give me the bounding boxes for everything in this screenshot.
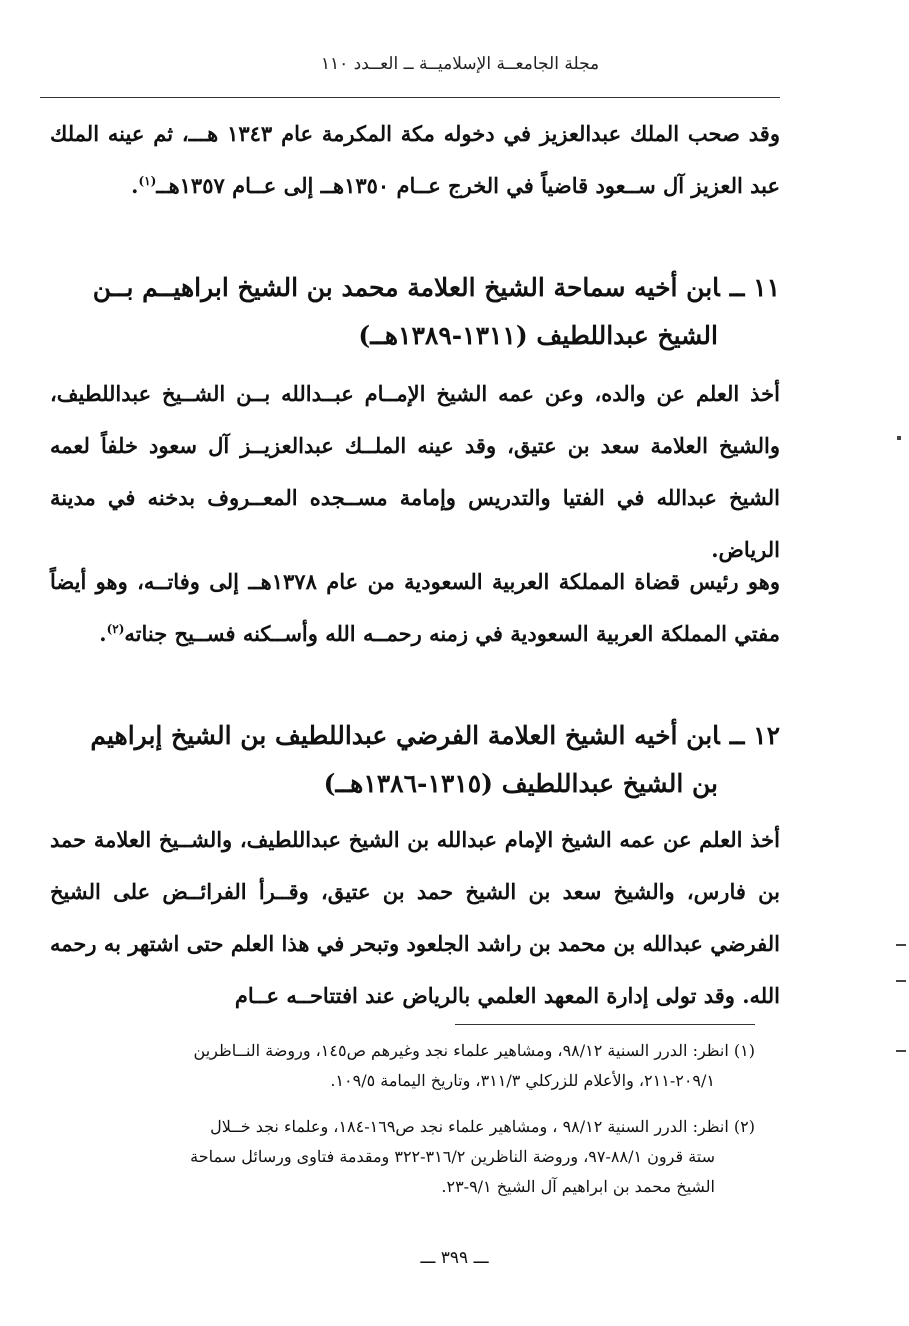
paragraph-1-end: . [131,173,139,198]
footnote-ref-2: (٢) [106,622,125,636]
heading-11-number: ١١ ــ [729,273,780,302]
heading-11-line2: الشيخ عبداللطيف (١٣١١-١٣٨٩هــ) [358,321,718,350]
paragraph-3-text: وهو رئيس قضاة المملكة العربية السعودية من عام ١٣٧٨هــ إلى وفاتــه، وهو أيضاً مفتي المملكة العربية السعودية في زمنه رحمــه الله وأســكنه فســيح جناته [50,569,780,646]
margin-mark [896,1050,906,1052]
paragraph-3-end: . [99,621,107,646]
footnote-ref-1: (١) [138,174,157,188]
paragraph-3 [50,556,780,660]
heading-12-number: ١٢ ــ [729,721,780,750]
footnote-2-line3: الشيخ محمد بن ابراهيم آل الشيخ ٩/١-٢٣. [441,1177,715,1196]
footnote-1-line2: ٢٠٩/١-٢١١، والأعلام للزركلي ٣١١/٣، وتاريخ اليمامة ١٠٩/٥. [330,1071,715,1090]
footnote-1 [40,1036,755,1096]
footnote-2 [40,1112,755,1202]
footnote-2-line2: ستة قرون ٨٨/١-٩٧، وروضة الناظرين ٣١٦/٢-٣٢٢ ومقدمة فتاوى ورسائل سماحة [190,1147,715,1166]
heading-12 [50,712,780,808]
paragraph-2: أخذ العلم عن والده، وعن عمه الشيخ الإمــام عبــدالله بــن الشــيخ عبداللطيف، والشيخ العلامة سعد بن عتيق، وقد عينه الملــك عبدالعزيــز آل سعود خلفاً لعمه الشيخ عبدالله في الفتيا والتدريس وإمامة مســجده المعــروف بدخنه في مدينة الرياض. [50,381,780,562]
paragraph-1 [50,108,780,212]
footnote-1-line1: (١) انظر: الدرر السنية ٩٨/١٢، ومشاهير علماء نجد وغيرهم ص١٤٥، وروضة النــاظرين [193,1041,755,1060]
heading-12-line2: بن الشيخ عبداللطيف (١٣١٥-١٣٨٦هــ) [323,769,718,798]
paragraph-4: أخذ العلم عن عمه الشيخ الإمام عبدالله بن الشيخ عبداللطيف، والشــيخ العلامة حمد بن فارس، والشيخ سعد بن الشيخ حمد بن عتيق، وقــرأ الفرائــض على الشيخ الفرضي عبدالله بن محمد بن راشد الجلعود وتبحر في هذا العلم حتى اشتهر به رحمه الله. وقد تولى إدارة المعهد العلمي بالرياض عند افتتاحــه عــام [50,827,780,1008]
header-rule [40,97,780,98]
running-header: مجلة الجامعــة الإسلاميــة ــ العــدد ١١٠ [320,54,600,74]
page-number: ـــ ٣٩٩ ـــ [420,1248,489,1268]
heading-11-line1: ابن أخيه سماحة الشيخ العلامة محمد بن الشيخ ابراهيــم بــن [92,273,720,302]
footnote-2-line1: (٢) انظر: الدرر السنية ٩٨/١٢ ، ومشاهير علماء نجد ص١٦٩-١٨٤، وعلماء نجد خــلال [210,1117,755,1136]
footnote-rule [455,1024,755,1025]
heading-11 [50,264,780,360]
margin-mark [896,944,906,946]
heading-12-line1: ابن أخيه الشيخ العلامة الفرضي عبداللطيف بن الشيخ إبراهيم [90,721,720,750]
paragraph-1-text: وقد صحب الملك عبدالعزيز في دخوله مكة المكرمة عام ١٣٤٣ هـــ، ثم عينه الملك عبد العزيز آل ســعود قاضياً في الخرج عــام ١٣٥٠هــ إلى عــام ١٣٥٧هــ [50,121,780,198]
margin-mark [896,980,906,982]
margin-mark [897,436,901,440]
